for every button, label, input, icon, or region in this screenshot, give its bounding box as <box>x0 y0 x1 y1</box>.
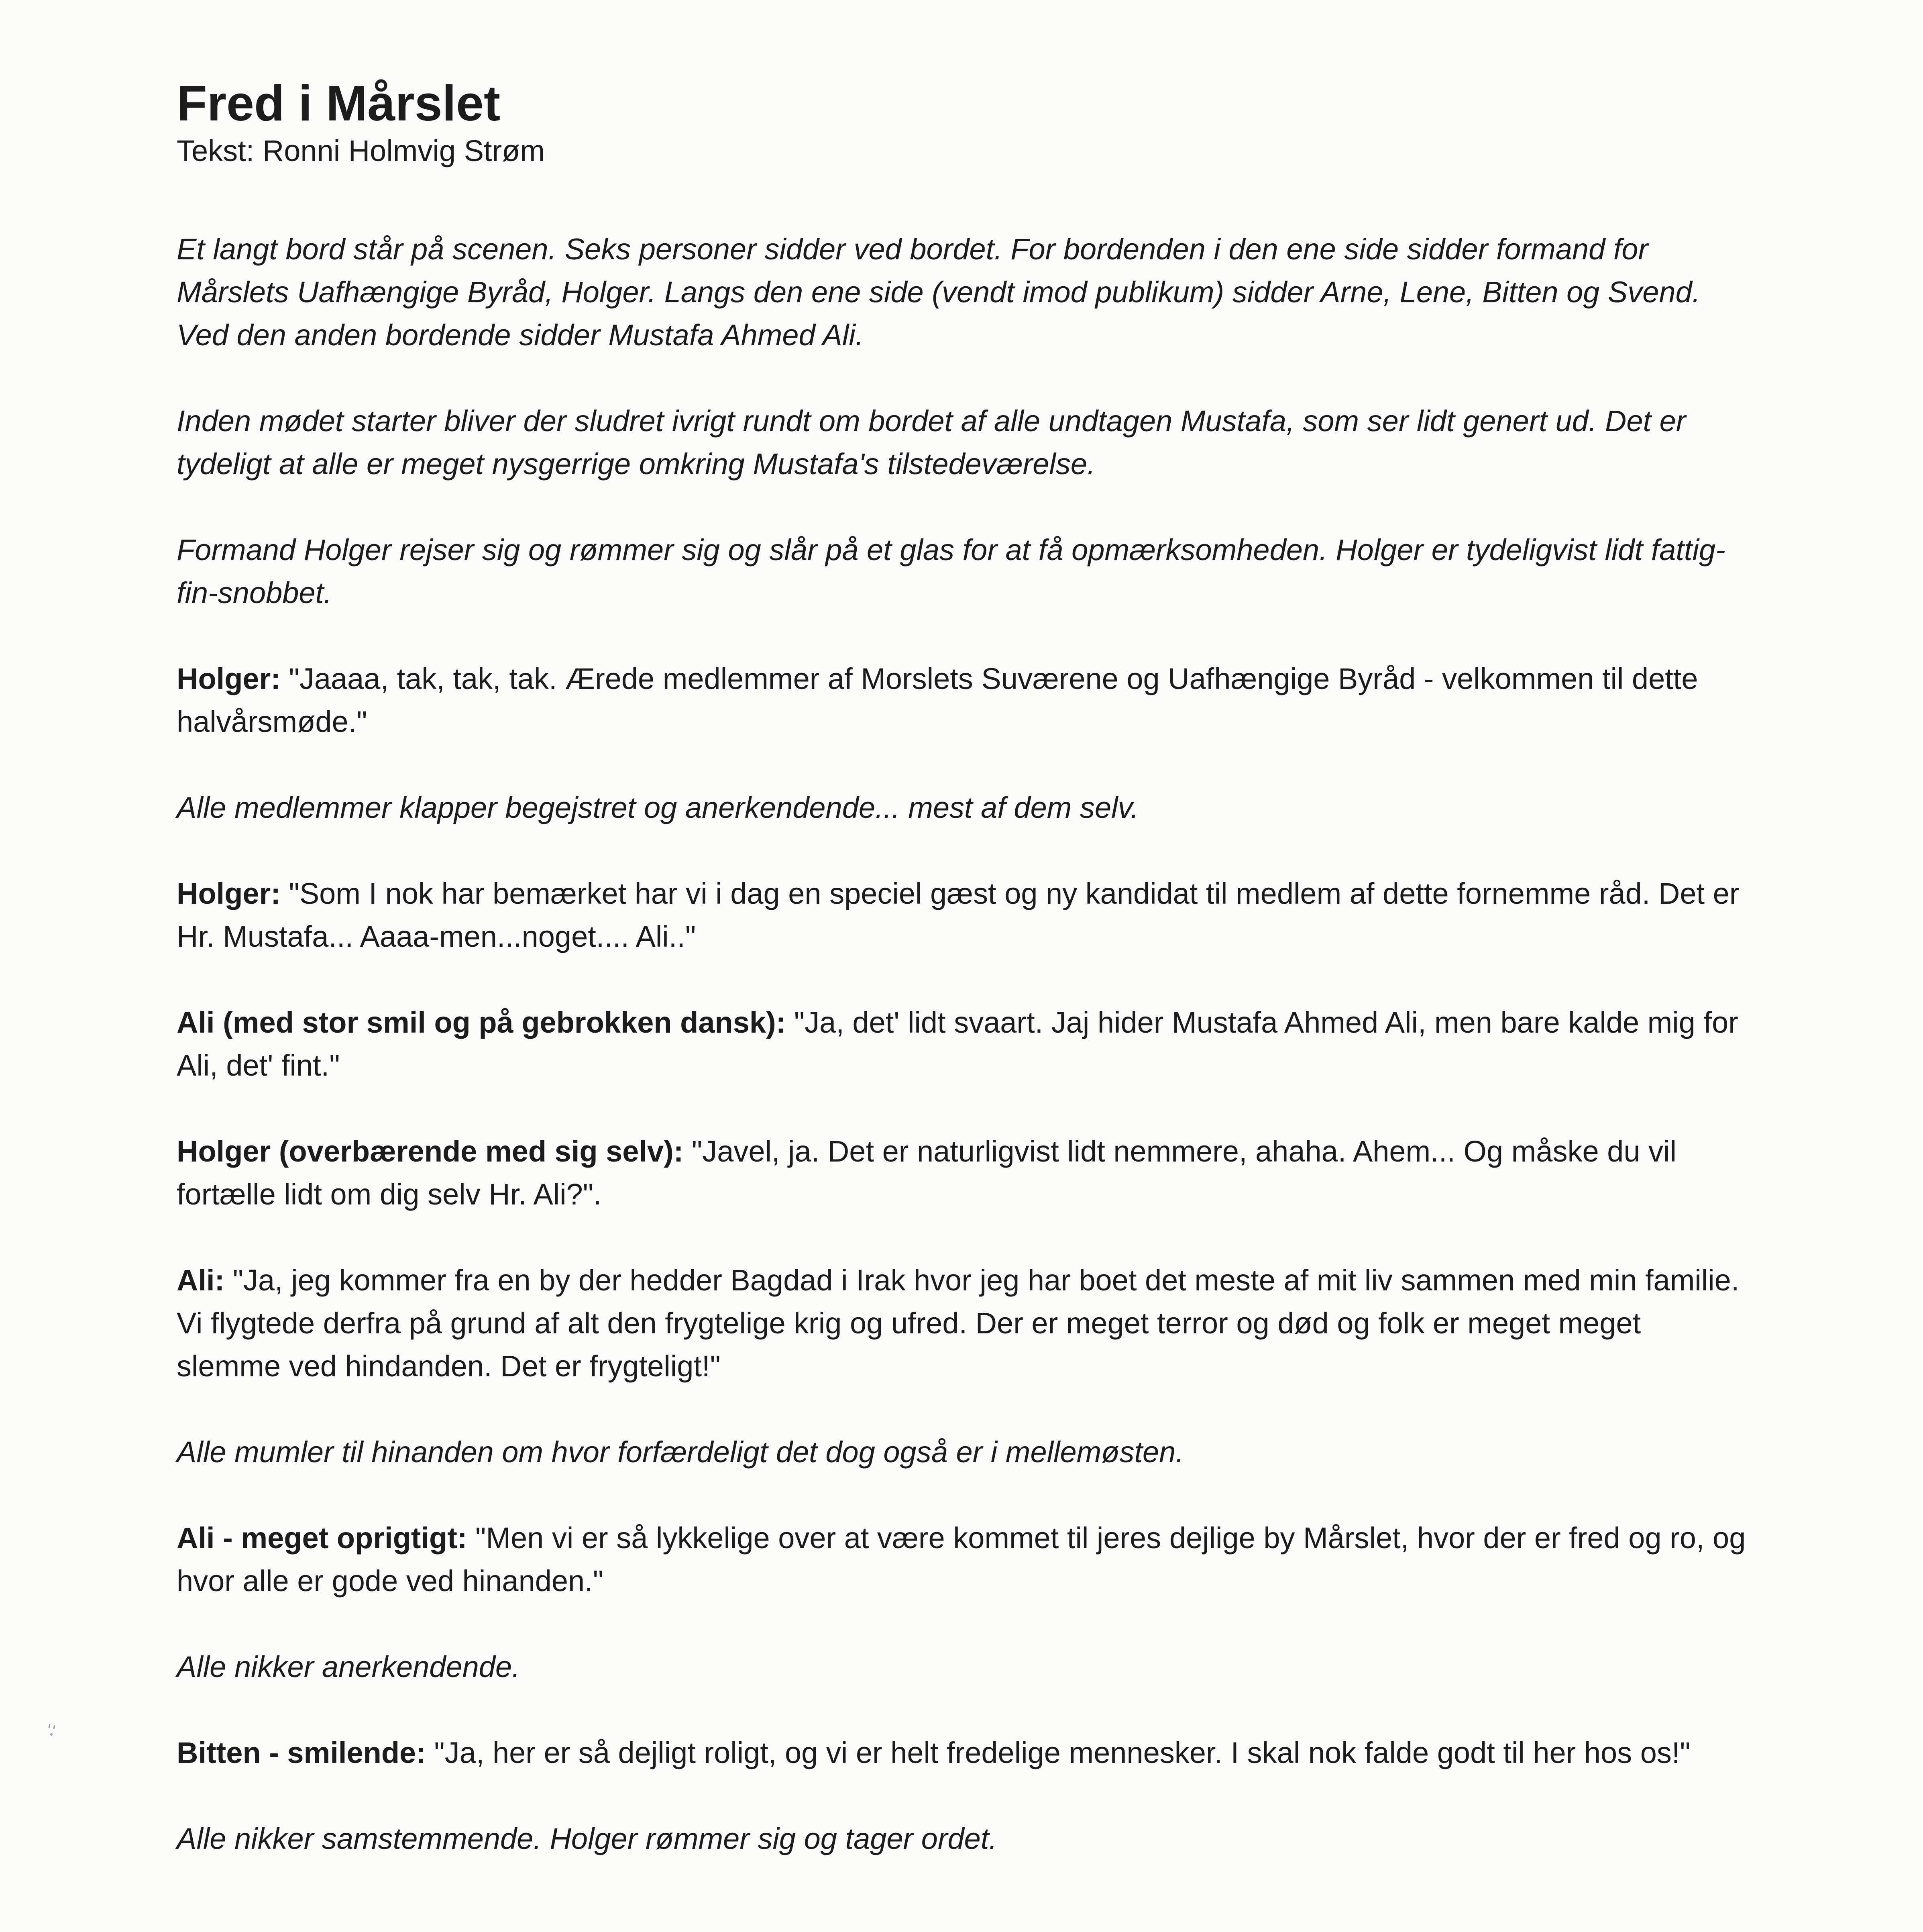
dialogue-text: "Ja, det' lidt svaart. Jaj hider Mustafa Ahmed Ali, men bare kalde mig for Ali, det' fint." <box>177 1006 1738 1082</box>
dialogue-line <box>177 1731 1750 1774</box>
dialogue-text: "Ja, her er så dejligt roligt, og vi er helt fredelige mennesker. I skal nok falde godt til her hos os!" <box>426 1736 1691 1770</box>
speaker-name: Ali - meget oprigtigt: <box>177 1521 467 1555</box>
stage-direction: Alle mumler til hinanden om hvor forfærdeligt det dog også er i mellemøsten. <box>177 1435 1184 1469</box>
stage-direction: Alle nikker anerkendende. <box>177 1650 520 1684</box>
dialogue-line <box>177 1259 1750 1388</box>
speaker-name: Holger (overbærende med sig selv): <box>177 1135 684 1168</box>
stage-direction: Inden mødet starter bliver der sludret ivrigt rundt om bordet af alle undtagen Mustafa, som ser lidt genert ud. Det er tydeligt at alle er meget nysgerrige omkring Mustafa's tilstedeværelse. <box>177 404 1686 481</box>
stage-direction: Et langt bord står på scenen. Seks personer sidder ved bordet. For bordenden i den ene side sidder formand for Mårslets Uafhængige Byråd, Holger. Langs den ene side (vendt imod publikum) sidder Arne, Lene, Bitten og Svend. Ved den anden bordende sidder Mustafa Ahmed Ali. <box>177 232 1701 352</box>
stage-direction: Formand Holger rejser sig og rømmer sig og slår på et glas for at få opmærksomheden. Holger er tydeligvist lidt fattig-fin-snobbet. <box>177 533 1725 610</box>
dialogue-text: "Ja, jeg kommer fra en by der hedder Bagdad i Irak hvor jeg har boet det meste af mit liv sammen med min familie. Vi flygtede derfra på grund af alt den frygtelige krig og ufred. Der er meget terror og død og folk er meget meget slemme ved hindanden. Det er frygteligt!" <box>177 1264 1740 1383</box>
stage-direction: Alle nikker samstemmende. Holger rømmer sig og tager ordet. <box>177 1822 997 1856</box>
document-page <box>177 76 1750 1860</box>
scan-speck-mark <box>47 1722 59 1738</box>
dialogue-line <box>177 657 1750 743</box>
speaker-name: Bitten - smilende: <box>177 1736 426 1770</box>
dialogue-line <box>177 1001 1750 1087</box>
dialogue-text: "Men vi er så lykkelige over at være kommet til jeres dejlige by Mårslet, hvor der er fred og ro, og hvor alle er gode ved hinanden." <box>177 1521 1746 1598</box>
dialogue-text: "Som I nok har bemærket har vi i dag en speciel gæst og ny kandidat til medlem af dette fornemme råd. Det er Hr. Mustafa... Aaaa-men...noget.... Ali.." <box>177 877 1740 954</box>
document-subtitle: Tekst: Ronni Holmvig Strøm <box>177 134 545 168</box>
speaker-name: Ali (med stor smil og på gebrokken dansk): <box>177 1006 786 1039</box>
dialogue-line <box>177 1130 1750 1216</box>
dialogue-text: "Jaaaa, tak, tak, tak. Ærede medlemmer af Morslets Suværene og Uafhængige Byråd - velkommen til dette halvårsmøde." <box>177 662 1698 739</box>
stage-direction: Alle medlemmer klapper begejstret og anerkendende... mest af dem selv. <box>177 791 1139 825</box>
dialogue-line <box>177 872 1750 958</box>
speaker-name: Holger: <box>177 662 281 696</box>
speaker-name: Holger: <box>177 877 281 911</box>
speaker-name: Ali: <box>177 1264 225 1297</box>
dialogue-text: "Javel, ja. Det er naturligvist lidt nemmere, ahaha. Ahem... Og måske du vil fortælle lidt om dig selv Hr. Ali?". <box>177 1135 1677 1211</box>
document-title: Fred i Mårslet <box>177 76 501 131</box>
dialogue-line <box>177 1516 1750 1602</box>
